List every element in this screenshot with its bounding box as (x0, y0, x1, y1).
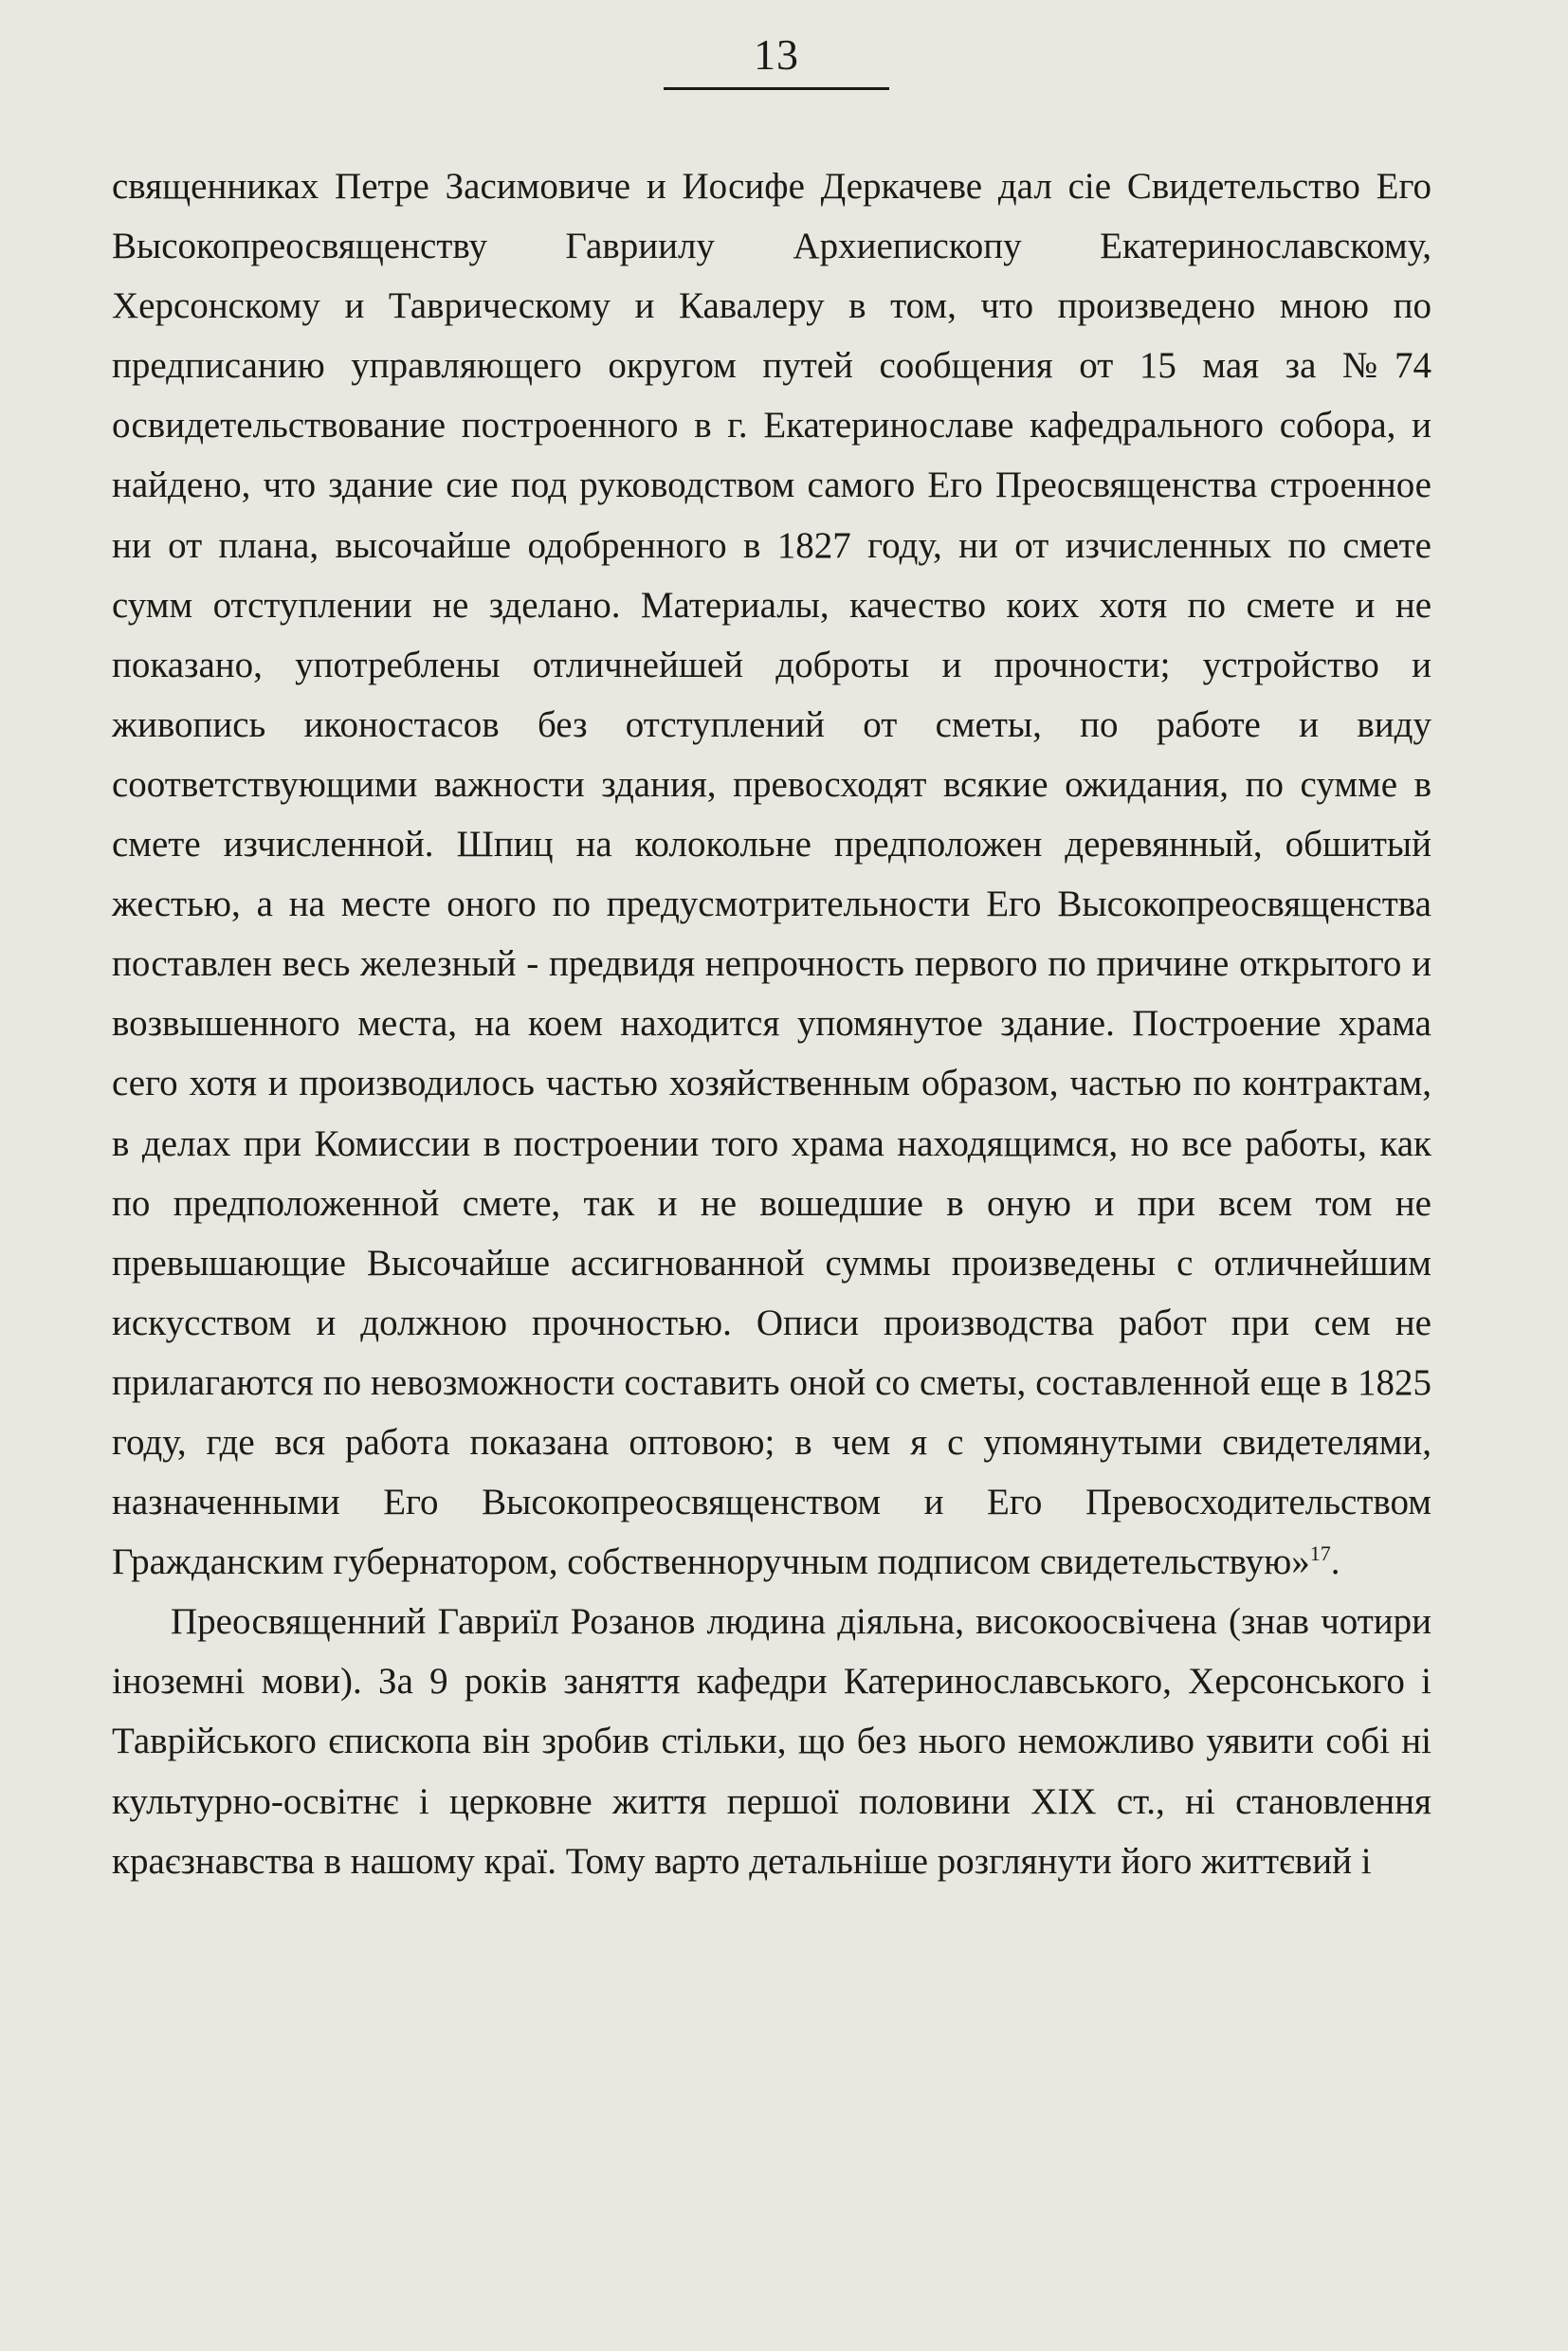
page-number: 13 (754, 30, 799, 79)
paragraph-commentary: Преосвященний Гавриїл Розанов людина діяльна, високоосвічена (знав чотири іноземні мови). За 9 років заняття кафедри Катеринославського, Херсонського і Таврійського єпископа він зробив стільки, що без нього неможливо уявити собі ні культурно-освітнє і церковне життя першої половини XIX ст., ні становлення краєзнавства в нашому краї. Тому варто детальніше розглянути його життєвий і (112, 1601, 1431, 1882)
page-number-rule (664, 87, 889, 90)
paragraph-quote-text: священниках Петре Засимовиче и Иосифе Деркачеве дал сіе Свидетельство Его Высокопреосвященству Гавриилу Архиепископу Екатеринославскому, Херсонскому и Таврическому и Кавалеру в том, что произведено мною по предписанию управляющего округом путей сообщения от 15 мая за №74 освидетельствование построенного в г. Екатеринославе кафедрального собора, и найдено, что здание сие под руководством самого Его Преосвященства строенное ни от плана, высочайше одобренного в 1827 году, ни от изчисленных по смете сумм отступлении не зделано. Материалы, качество коих хотя по смете и не показано, употреблены отличнейшей доброты и прочности; устройство и живопись иконостасов без отступлений от сметы, по работе и виду соответствующими важности здания, превосходят всякие ожидания, по сумме в смете изчисленной. Шпиц на колокольне предположен деревянный, обшитый жестью, а на месте оного по предусмотрительности Его Высокопреосвященства поставлен весь железный - предвидя непрочность первого по причине открытого и возвышенного места, на коем находится упомянутое здание. Построение храма сего хотя и производилось частью хозяйственным образом, частью по контрактам, в делах при Комиссии в построении того храма находящимся, но все работы, как по предположенной смете, так и не вошедшие в оную и при всем том не превышающие Высочайше ассигнованной суммы произведены с отличнейшим искусством и должною прочностью. Описи производства работ при сем не прилагаются по невозможности составить оной со сметы, составленной еще в 1825 году, где вся работа показана оптовою; в чем я с упомянутыми свидетелями, назначенными Его Высокопреосвященством и Его Превосходительством Гражданским губернатором, собственноручным подписом свидетельствую» (112, 166, 1431, 1583)
body-text (112, 156, 1431, 1891)
paragraph-quote (112, 156, 1431, 1592)
paragraph-quote-end: . (1330, 1541, 1340, 1583)
page-header (664, 28, 889, 90)
footnote-reference: 17 (1309, 1541, 1331, 1566)
